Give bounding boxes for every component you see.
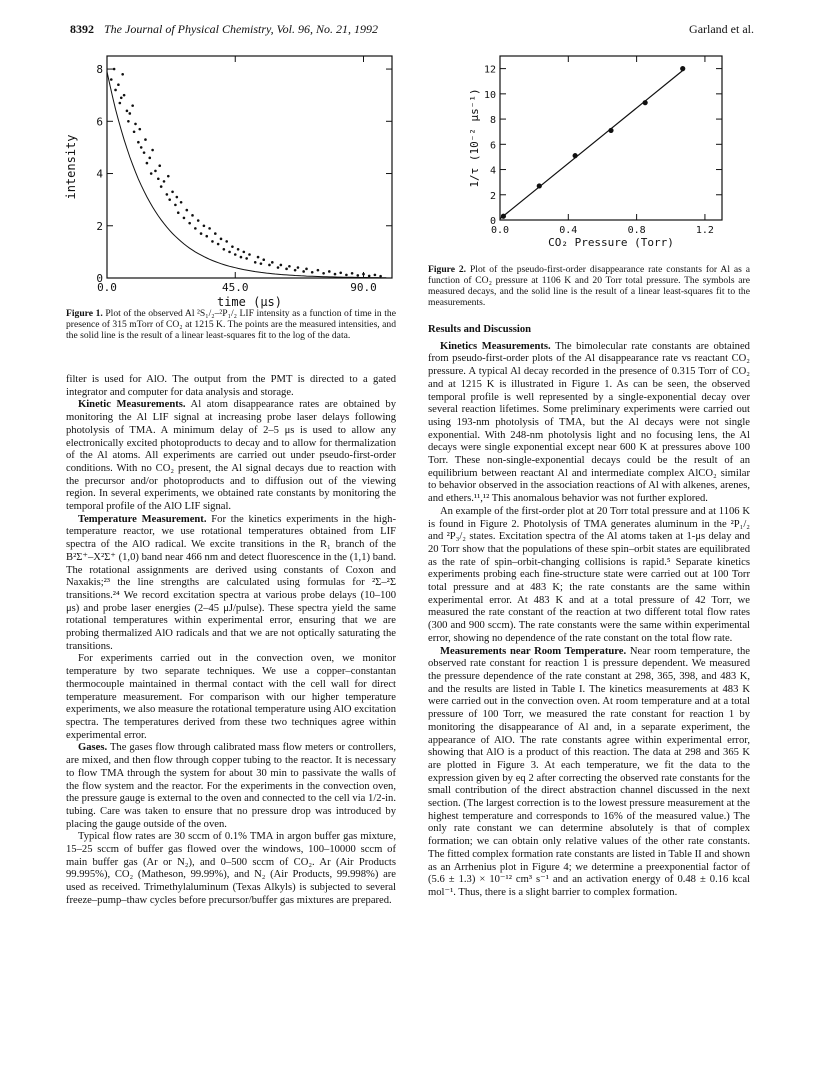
data-point xyxy=(305,268,308,271)
data-point xyxy=(501,214,506,219)
y-tick-label: 6 xyxy=(489,140,496,152)
data-point xyxy=(288,265,291,268)
subsection-heading: Kinetics Measurements. xyxy=(440,340,551,352)
x-tick-label: 0.0 xyxy=(490,225,510,236)
data-point xyxy=(339,271,342,274)
paragraph-text: Al atom disappearance rates are obtained by monitoring the Al LIF signal at increasing probe laser delays following photolysis of TMA. A minimum delay of 2–5 μs is used to allow any electronically excited photoproducts to decay and to allow for thermalization of the Al atoms. All experiments are carried out under pseudo-first-order conditions. With no CO₂ present, the Al signal decays due to reaction with the precursor and/or photoproducts and to diffusion out of the viewing region. In several experiments, we obtained rate constants by monitoring the temporal profile of the AlO LIF signal. xyxy=(66,399,396,513)
figure-2-caption xyxy=(428,264,750,308)
paragraph-text: Near room temperature, the observed rate constant for reaction 1 is pressure dependent. We measured the pressure dependence of the rate constant at 298, 365, 398, and 483 K, and the results are listed in Table I. The kinetics measurements at 483 K were carried out in the convection oven. At room temperature and at a total pressure of 100 Torr, we measured the rate constant for reaction 1 by monitoring the disappearance of Al and, in a separate experiment, the appearance of AlO. The rate constants agree within experimental error, showing that AlO is a product of this reaction. The data at 298 and 365 K are plotted in Figure 3. At each temperature, we fit the data to the expression given by eq 2 after correcting the observed rate constants for the small contribution of the direct abstraction channel discussed in the next section. (The largest correction is to the lowest pressure measurement at the highest temperature and corresponds to 16% of the measured value.) The only rate constant we can determine absolutely is that of complex formation; we can obtain only relative values of the other rate constants. The fitted complex formation rate constants are listed in Table II and shown as an Arrhenius plot in Figure 4; we determine a preexponential factor of (5.6 ± 1.3) × 10⁻¹² cm³ s⁻¹ and an activation energy of 0.48 ± 0.16 kcal mol⁻¹. Thus, there is a slight barrier to complex formation. xyxy=(428,645,750,898)
data-point xyxy=(183,217,186,220)
data-point xyxy=(228,251,231,254)
data-point xyxy=(351,272,354,275)
y-tick-label: 2 xyxy=(96,219,103,233)
data-point xyxy=(121,73,124,76)
data-point xyxy=(151,149,154,152)
y-axis-label: 1/τ (10⁻² μs⁻¹) xyxy=(468,88,481,188)
data-point xyxy=(119,102,122,105)
data-point xyxy=(680,66,685,71)
data-point xyxy=(150,172,153,175)
paragraph xyxy=(428,341,750,506)
data-point xyxy=(140,146,143,149)
x-tick-label: 0.4 xyxy=(559,225,578,236)
plot-frame xyxy=(107,56,392,278)
figure-1-caption xyxy=(66,308,396,341)
data-point xyxy=(362,273,365,276)
data-point xyxy=(254,261,257,264)
authors-header: Garland et al. xyxy=(689,22,754,36)
fit-line xyxy=(107,72,386,278)
data-point xyxy=(167,175,170,178)
data-point xyxy=(186,209,189,212)
y-tick-label: 4 xyxy=(489,165,496,177)
data-point xyxy=(163,180,166,183)
data-point xyxy=(144,138,147,141)
data-point xyxy=(214,232,217,235)
y-tick-label: 8 xyxy=(489,115,496,127)
x-axis-label: CO₂ Pressure (Torr) xyxy=(548,236,674,249)
data-point xyxy=(126,110,129,113)
data-point xyxy=(157,177,160,180)
data-point xyxy=(317,269,320,272)
paragraph: Typical flow rates are 30 sccm of 0.1% TMA in argon buffer gas mixture, 15–25 sccm of buffer gas flowed over the windows, 100–10000 sccm of main buffer gas (Ar or N₂), and 0–500 sccm of CO₂. Ar (Air Products 99.995%), CO₂ (Matheson, 99.99%), and N₂ (Air Products, 99.998%) are used as received. Trimethylaluminum (Texas Alkyls) is subjected to several freeze–pump–thaw cycles before precursor/buffer gas mixtures are prepared. xyxy=(66,831,396,906)
running-header xyxy=(70,22,378,37)
data-point xyxy=(200,232,203,235)
data-point xyxy=(345,274,348,277)
data-point xyxy=(379,275,382,278)
data-point xyxy=(131,104,134,107)
figure-1-chart xyxy=(52,46,402,309)
data-point xyxy=(208,227,211,230)
data-point xyxy=(277,266,280,269)
subsection-heading: Measurements near Room Temperature. xyxy=(440,645,627,657)
data-point xyxy=(197,219,200,222)
data-point xyxy=(180,201,183,204)
data-point xyxy=(217,243,220,246)
data-point xyxy=(160,185,163,188)
data-point xyxy=(285,268,288,271)
paragraph-text: For the kinetics experiments in the high-temperature reactor, we use rotational temperatures obtained from LIF spectra of the AlO radical. We excite transitions in the R₁ branch of the B²Σ⁺–X²Σ⁺ (1,0) band near 466 nm and detect fluorescence in the (1,1) band. The rotational assignments are derived using constants of Coxon and Naxakis;²³ the line strengths are calculated using formulas for ²Σ–²Σ transitions.²⁴ We record excitation spectra at various probe delays (10–100 μs) and probe laser energies (2–45 μJ/pulse). These spectra yield the same rotational temperatures within experimental error, ensuring that we are probing thermalized AlO radicals and that we are not optically saturating the transitions. xyxy=(66,513,397,652)
y-tick-label: 12 xyxy=(483,64,496,76)
figure-2-label: Figure 2. xyxy=(428,264,467,275)
paragraph: For experiments carried out in the convection oven, we monitor temperature by two separate techniques. We use a copper–constantan thermocouple maintained in thermal contact with the cell wall for direct temperature measurement. For comparison with our higher temperature experiments, we also measure the rotational temperature using AlO excitation spectra. The temperatures derived from these two techniques agree within experimental error. xyxy=(66,653,396,741)
y-tick-label: 2 xyxy=(489,190,496,202)
data-point xyxy=(311,271,314,274)
data-point xyxy=(134,123,137,126)
x-tick-label: 45.0 xyxy=(222,281,249,294)
data-point xyxy=(194,227,197,230)
data-point xyxy=(146,162,149,165)
x-tick-label: 90.0 xyxy=(350,281,377,294)
paragraph: filter is used for AlO. The output from the PMT is directed to a gated integrator and computer for data analysis and storage. xyxy=(66,374,396,398)
data-point xyxy=(374,274,377,277)
data-point xyxy=(225,240,228,243)
data-point xyxy=(168,198,171,201)
x-tick-label: 0.0 xyxy=(97,281,117,294)
data-point xyxy=(171,191,174,194)
data-point xyxy=(113,68,116,71)
data-point xyxy=(322,272,325,275)
data-point xyxy=(260,262,263,265)
data-point xyxy=(245,257,248,260)
data-point xyxy=(294,269,297,272)
data-point xyxy=(302,270,305,273)
data-point xyxy=(368,275,371,278)
data-point xyxy=(248,253,251,256)
data-point xyxy=(334,273,337,276)
data-point xyxy=(220,238,223,241)
y-tick-label: 8 xyxy=(96,63,103,77)
paragraph xyxy=(66,514,396,654)
subsection-heading: Kinetic Measurements. xyxy=(78,399,186,411)
data-point xyxy=(257,256,260,259)
data-point xyxy=(262,258,265,261)
paragraph xyxy=(428,646,750,900)
data-point xyxy=(240,256,243,259)
data-point xyxy=(148,157,151,160)
y-tick-label: 10 xyxy=(483,89,496,101)
data-point xyxy=(166,193,169,196)
paragraph xyxy=(66,399,396,513)
data-point xyxy=(158,164,161,167)
figure-2-caption-text: Plot of the pseudo-first-order disappearance rate constants for Al as a function of CO₂ pressure at 1106 K and 20 Torr total pressure. The symbols are measured decays, and the solid line is the result of a linear least-squares fit to the measurements. xyxy=(428,264,750,308)
data-point xyxy=(154,170,157,173)
data-point xyxy=(211,240,214,243)
y-tick-label: 0 xyxy=(489,216,496,227)
data-point xyxy=(137,141,140,144)
subsection-heading: Gases. xyxy=(78,742,108,754)
data-point xyxy=(573,153,578,158)
page-number: 8392 xyxy=(70,22,94,36)
data-point xyxy=(271,261,274,264)
data-point xyxy=(537,183,542,188)
x-tick-label: 0.8 xyxy=(627,225,646,236)
data-point xyxy=(205,235,208,238)
left-column xyxy=(66,374,396,908)
y-tick-label: 0 xyxy=(96,272,103,285)
y-tick-label: 4 xyxy=(96,167,103,181)
x-axis-label: time (μs) xyxy=(216,295,283,309)
fit-line xyxy=(500,71,683,219)
data-point xyxy=(234,253,237,256)
data-point xyxy=(243,251,246,254)
y-axis-label: intensity xyxy=(64,134,78,200)
figure-2-chart xyxy=(470,46,740,261)
right-column xyxy=(428,318,750,900)
figure-1-label: Figure 1. xyxy=(66,308,103,319)
data-point xyxy=(203,224,206,227)
data-point xyxy=(237,248,240,251)
data-point xyxy=(191,214,194,217)
data-point xyxy=(177,211,180,214)
data-point xyxy=(268,264,271,267)
data-point xyxy=(143,151,146,154)
data-point xyxy=(138,128,141,131)
data-point xyxy=(223,248,226,251)
data-point xyxy=(357,274,360,277)
data-point xyxy=(117,83,120,86)
data-point xyxy=(643,100,648,105)
data-point xyxy=(133,130,136,133)
data-point xyxy=(608,128,613,133)
paragraph xyxy=(66,742,396,831)
figure-1-caption-text: Plot of the observed Al ²S₁/₂–²P₁/₂ LIF intensity as a function of time in the presence of 315 mTorr of CO₂ at 1215 K. The points are the measured intensities, and the solid line is the result of a linear least-squares fit to the log of the data. xyxy=(66,308,396,341)
data-point xyxy=(114,89,117,92)
data-point xyxy=(297,266,300,269)
data-point xyxy=(280,264,283,267)
data-point xyxy=(110,78,113,81)
data-point xyxy=(176,196,179,199)
data-point xyxy=(120,96,123,99)
section-title: Results and Discussion xyxy=(428,324,532,335)
journal-citation: The Journal of Physical Chemistry, Vol. 96, No. 21, 1992 xyxy=(104,22,378,36)
y-tick-label: 6 xyxy=(96,115,103,129)
data-point xyxy=(129,112,132,115)
x-tick-label: 1.2 xyxy=(695,225,714,236)
paragraph-text: The bimolecular rate constants are obtained from pseudo-first-order plots of the Al disappearance rate vs reactant CO₂ pressure. A typical Al decay recorded in the presence of 0.315 Torr of CO₂ and at 1215 K is illustrated in Figure 1. As can be seen, the observed temporal profile is well represented by a single-exponential decay over several reaction lifetimes. Some preliminary experiments were carried out using 193-nm photolysis of TMA, but the Al decays were not single exponential. With 248-nm photolysis light and no focusing lens, the Al decays were single exponential except near 600 K at pressures above 100 Torr. These non-single-exponential decays could be the result of an equilibrium between reactant Al and intermediate complex AlCO₂ similar to behavior observed in the association reactions of Al with alkenes, arenes, and ethers.¹¹,¹² This anomalous behavior was not further explored. xyxy=(428,340,750,505)
data-point xyxy=(174,204,177,207)
subsection-heading: Temperature Measurement. xyxy=(78,513,207,525)
data-point xyxy=(328,270,331,273)
data-point xyxy=(188,222,191,225)
plot-frame xyxy=(500,56,722,220)
paragraph-text: The gases flow through calibrated mass flow meters or controllers, are mixed, and then flow through copper tubing to the reactor. It is necessary to flow TMA through the system for about 30 min to passivate the walls of the flow system and the reactor. For the experiments in the convection oven, the pressure gauge is external to the oven and connected to the cell via 1/2-in. tubing. Care was taken to ensure that no pressure drop was introduced by placing the gauge outside of the oven. xyxy=(66,742,396,830)
data-point xyxy=(127,120,130,123)
data-point xyxy=(123,94,126,97)
data-point xyxy=(231,245,234,248)
paragraph: An example of the first-order plot at 20 Torr total pressure and at 1106 K is found in Figure 2. Photolysis of TMA generates aluminum in the ²P₁/₂ and ²P₃/₂ states. Excitation spectra of the Al atoms taken at 1-μs delay and 20 Torr show that the populations of these spin–orbit states are equilibrated as the rate of spin–orbit-changing collisions is rapid.⁵ Separate kinetics experiments probing each fine-structure state were carried out at 100 Torr total pressure and at 483 K; the rate constants are the same within experimental error. At 483 K and at a total pressure of 42 Torr, we measured the rate constant of the reaction at two different total flow rates (300 and 900 sccm). The rate constants were the same within experimental error, showing no dependence of the rate constant on the total flow rate. xyxy=(428,505,750,644)
